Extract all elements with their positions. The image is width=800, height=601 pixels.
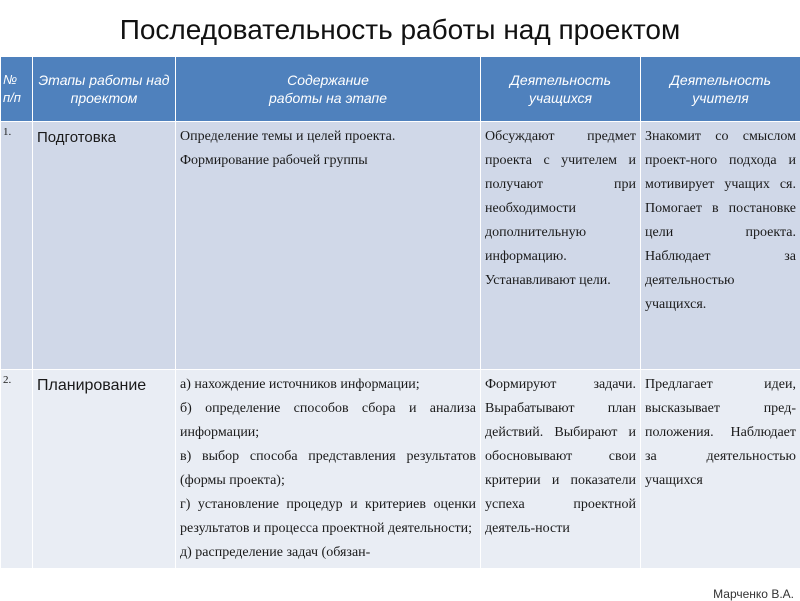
table-row [1, 122, 800, 370]
row-teacher: Знакомит со смыслом проект-ного подхода и мотивирует учащих ся. Помогает в постановке цели проекта. Наблюдает за деятельностью учащихся. [641, 122, 800, 370]
row-content [176, 122, 481, 370]
project-stages-table [0, 56, 800, 569]
header-content-line1: Содержание [287, 72, 369, 88]
slide-title: Последовательность работы над проектом [0, 8, 800, 52]
row-teacher: Предлагает идеи, высказывает пред-положения. Наблюдает за деятельностью учащихся [641, 370, 800, 569]
row-stage: Планирование [33, 370, 176, 569]
header-students: Деятельность учащихся [481, 57, 641, 122]
row-stage: Подготовка [33, 122, 176, 370]
row-content [176, 370, 481, 569]
content-item: б) определение способов сбора и анализа информации; [180, 397, 476, 445]
row-number: 1. [1, 122, 33, 370]
row-students: Формируют задачи. Вырабатывают план действий. Выбирают и обосновывают свои критерии и показатели успеха проектной деятель-ности [481, 370, 641, 569]
header-content [176, 57, 481, 122]
row-number: 2. [1, 370, 33, 569]
row-students: Обсуждают предмет проекта с учителем и получают при необходимости дополнительную информацию. Устанавливают цели. [481, 122, 641, 370]
content-item: д) распределение задач (обязан- [180, 541, 476, 565]
table-row [1, 370, 800, 569]
author-caption: Марченко В.А. [713, 587, 794, 601]
header-stage: Этапы работы над проектом [33, 57, 176, 122]
header-content-line2: работы на этапе [269, 90, 387, 106]
header-teacher: Деятельность учителя [641, 57, 800, 122]
header-number: № п/п [1, 57, 33, 122]
content-item: Формирование рабочей группы [180, 149, 476, 173]
content-item: г) установление процедур и критериев оценки результатов и процесса проектной деятельности; [180, 493, 476, 541]
content-item: Определение темы и целей проекта. [180, 125, 476, 149]
content-item: в) выбор способа представления результатов (формы проекта); [180, 445, 476, 493]
content-item: а) нахождение источников информации; [180, 373, 476, 397]
table-header-row [1, 57, 800, 122]
